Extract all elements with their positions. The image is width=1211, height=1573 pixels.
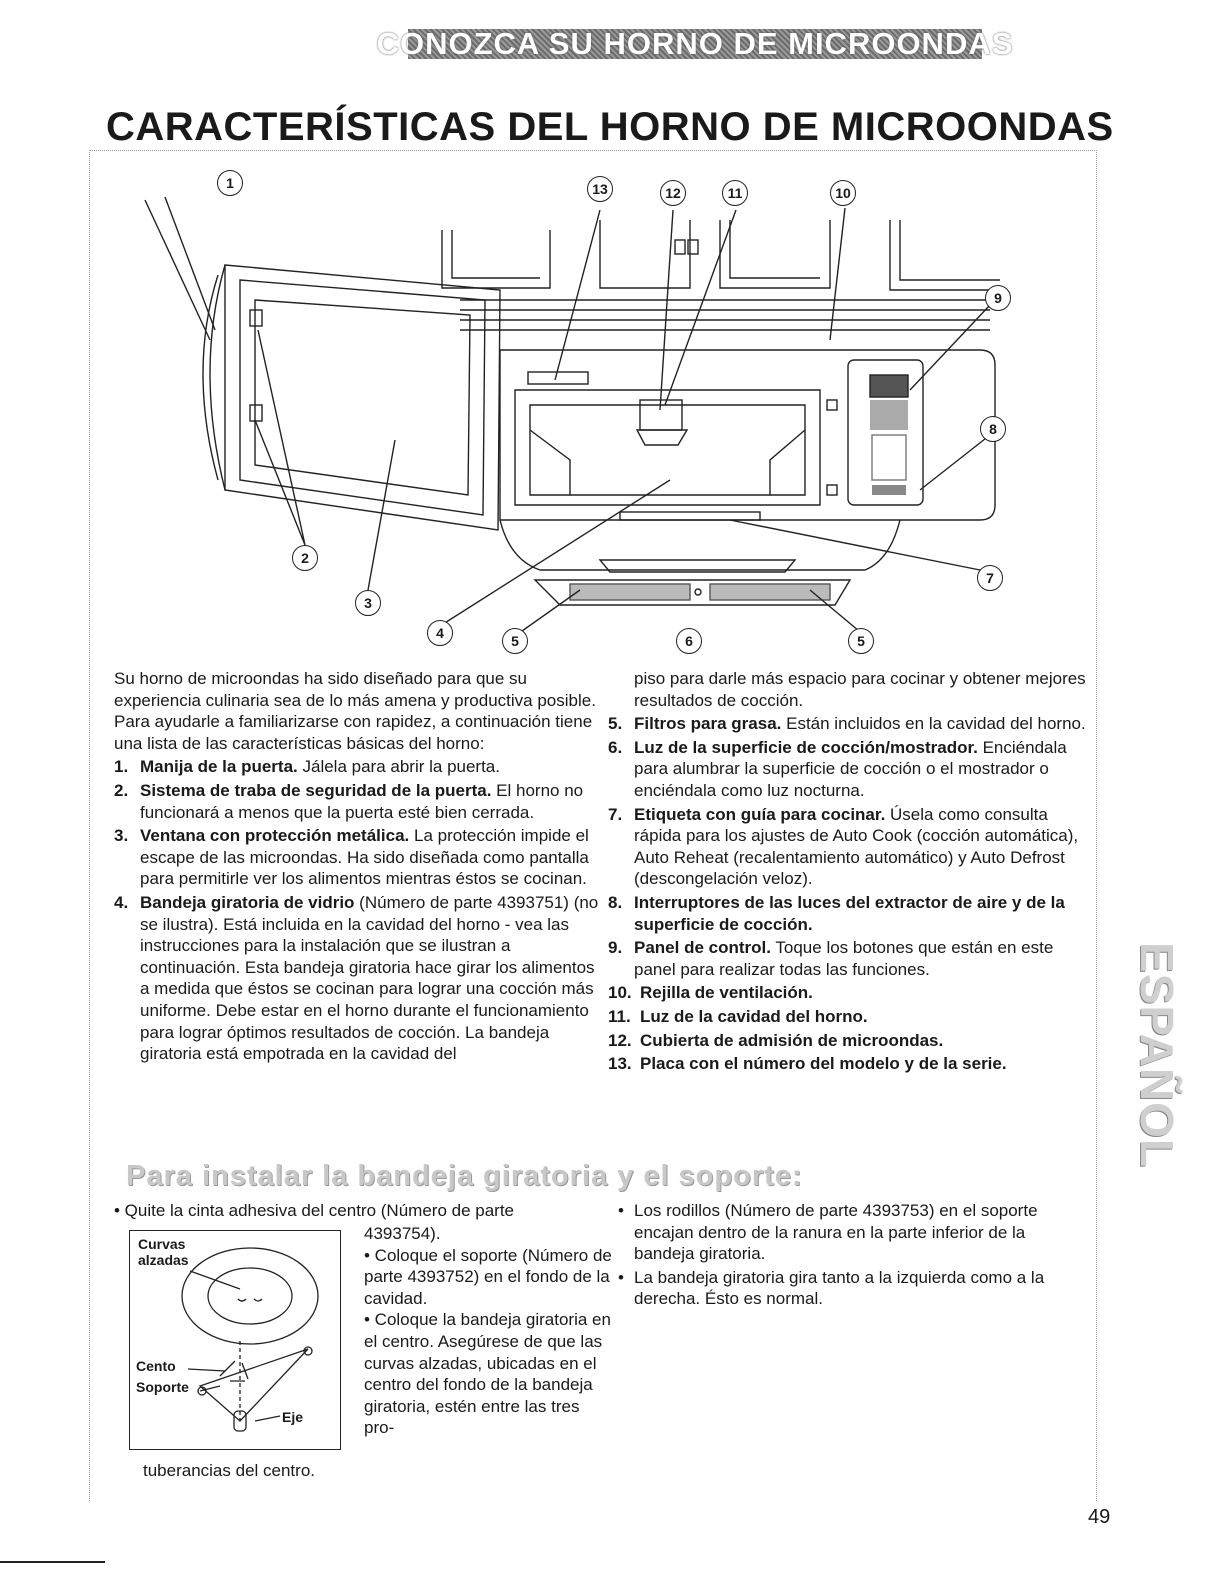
install-bullet-3: • Coloque la bandeja giratoria en el centro. Asegúrese de que las curvas alzadas, ubicadas en el centro del fondo de la bandeja giratoria, estén entre las tres pro- <box>364 1310 611 1438</box>
callout-11: 11 <box>722 180 748 206</box>
feature-item-4: 4. Bandeja giratoria de vidrio (Número de parte 4393751) (no se ilustra). Está incluida en la cavidad del horno - vea las instrucciones para la instalación que se ilustran a continuación. Esta bandeja giratoria hace girar los alimentos a medida que éstos se cocinan para lograr una cocción más uniforme. Debe estar en el horno durante el funcionamiento para lograr óptimos resultados de cocción. La bandeja giratoria está empotrada en la cavidad del <box>114 892 599 1064</box>
install-bullet-3-tail: tuberancias del centro. <box>143 1461 315 1480</box>
install-section-title: Para instalar la bandeja giratoria y el soporte: <box>126 1160 803 1192</box>
install-bullet-1-cont: 4393754). <box>364 1224 441 1243</box>
intro-paragraph: Su horno de microondas ha sido diseñado para que su experiencia culinaria sea de lo más amena y productiva posible. Para ayudarle a familiarizarse con rapidez, a continuación tiene una lista de las características básicas del horno: <box>114 669 596 753</box>
page-number: 49 <box>1088 1506 1111 1528</box>
callout-5-left: 5 <box>502 628 528 654</box>
label-soporte: Soporte <box>136 1379 189 1395</box>
features-column-right <box>608 668 1094 1077</box>
feature-item-5: 5. Filtros para grasa. Están incluidos en la cavidad del horno. <box>608 714 1086 734</box>
label-curvas: Curvas <box>138 1236 186 1252</box>
footer-rule <box>0 1561 105 1563</box>
section-header-band <box>376 26 1014 61</box>
feature-item-7: 7. Etiqueta con guía para cocinar. Úsela como consulta rápida para los ajustes de Auto Cook (cocción automática), Auto Reheat (recalentamiento automático) y Auto Defrost (descongelación veloz). <box>608 804 1079 889</box>
callout-2: 2 <box>292 545 318 571</box>
install-note-2: • La bandeja giratoria gira tanto a la izquierda como a la derecha. Ésto es normal. <box>618 1267 1045 1309</box>
oven-bottom <box>500 520 900 570</box>
feature-item-9: 9. Panel de control. Toque los botones que están en este panel para realizar todas las funciones. <box>608 938 1054 979</box>
cabinet-left <box>442 230 550 288</box>
cooking-guide-label <box>620 512 760 520</box>
install-notes-column <box>618 1200 1088 1312</box>
feature-item-11: 11. Luz de la cavidad del horno. <box>608 1006 868 1026</box>
install-bullet-2: • Coloque el soporte (Número de parte 4393752) en el fondo de la cavidad. <box>364 1245 612 1308</box>
callout-3: 3 <box>355 590 381 616</box>
callout-7: 7 <box>977 565 1003 591</box>
callout-5-right: 5 <box>848 628 874 654</box>
callout-1: 1 <box>217 170 243 196</box>
features-column-left <box>114 668 602 1067</box>
page-title: CARACTERÍSTICAS DEL HORNO DE MICROONDAS <box>106 105 1114 149</box>
callout-13: 13 <box>587 176 613 202</box>
feature-item-3: 3. Ventana con protección metálica. La protección impide el escape de las microondas. Ha sido diseñada como pantalla para permitirle ver los alimentos mientras éstos se cocinan. <box>114 826 589 889</box>
feature-item-2: 2. Sistema de traba de seguridad de la puerta. El horno no funcionará a menos que la puerta esté bien cerrada. <box>114 780 584 822</box>
callout-9: 9 <box>985 285 1011 311</box>
microwave-diagram <box>130 160 1030 660</box>
label-alzadas: alzadas <box>138 1252 189 1268</box>
callout-12: 12 <box>660 180 686 206</box>
callout-8: 8 <box>980 416 1006 442</box>
feature-item-13: 13. Placa con el número del modelo y de la serie. <box>608 1054 1007 1074</box>
callout-4: 4 <box>427 620 453 646</box>
feature-item-4-continued: piso para darle más espacio para cocinar y obtener mejores resultados de cocción. <box>634 669 1086 710</box>
microwave-illustration <box>130 160 1030 660</box>
install-steps-column <box>364 1223 614 1439</box>
label-eje: Eje <box>282 1409 304 1425</box>
install-bullet-1-head: • Quite la cinta adhesiva del centro (Número de parte <box>114 1201 514 1220</box>
section-header-text: CONOZCA SU HORNO DE MICROONDAS <box>376 26 1014 61</box>
turntable-figure <box>129 1230 341 1450</box>
install-note-1: • Los rodillos (Número de parte 4393753) en el soporte encajan dentro de la ranura en la parte inferior de la bandeja giratoria. <box>618 1201 1038 1264</box>
feature-item-1: 1. Manija de la puerta. Jálela para abrir la puerta. <box>114 757 500 777</box>
feature-item-8: 8. Interruptores de las luces del extractor de aire y de la superficie de cocción. <box>608 892 1065 934</box>
feature-item-10: 10. Rejilla de ventilación. <box>608 983 813 1003</box>
callout-6: 6 <box>676 628 702 654</box>
oven-door <box>225 265 500 530</box>
oven-cavity <box>515 390 820 505</box>
label-cento: Cento <box>136 1358 176 1374</box>
language-side-tab <box>1130 935 1185 1175</box>
feature-item-6: 6. Luz de la superficie de cocción/mostrador. Enciéndala para alumbrar la superficie de cocción o el mostrador o enciéndala como luz nocturna. <box>608 737 1067 800</box>
language-side-tab-text: ESPAÑOL <box>1131 942 1183 1168</box>
grease-filter-left <box>570 584 690 600</box>
feature-item-12: 12. Cubierta de admisión de microondas. <box>608 1030 944 1050</box>
callout-10: 10 <box>830 180 856 206</box>
